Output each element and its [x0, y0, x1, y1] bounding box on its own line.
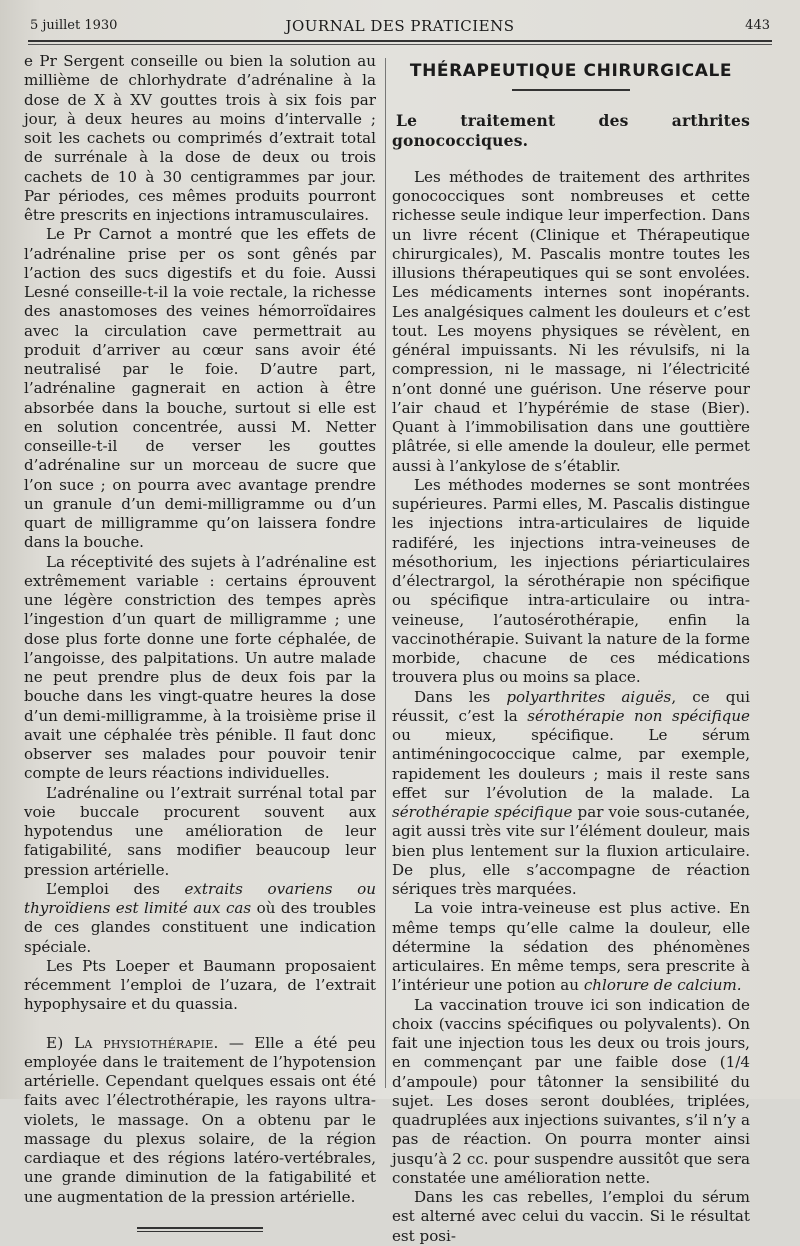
p4-emphasis: chlorure de calcium. — [583, 976, 742, 995]
article-end-rule — [137, 1227, 263, 1232]
left-paragraph-4: L’adrénaline ou l’extrait surrénal total par voie buccale procurent souvent aux hypotendus une amélioration de leur fatigabilité, sans modifier beaucoup leur pression artérielle. — [24, 783, 376, 879]
p3-text-d: par voie sous-cutanée, agit aussi très vite sur l’élément douleur, mais bien plus lentement sur la fluxion articulaire. De plus, elle s’accompagne de réaction sériques très marquées. — [392, 803, 750, 898]
right-paragraph-5: La vaccination trouve ici son indication de choix (vaccins spécifiques ou polyvalents). On fait une injection tous les deux ou trois jours, en commençant par une faible dose (1/4 d’ampoule) pour tâtonner la sensibilité du sujet. Les doses seront doublées, triplées, quadruplées aux injections suivantes, s’il n’y a pas de réaction. On pourra monter ainsi jusqu’à 2 cc. pour suspendre aussitôt que sera constatée une amélioration nette. — [392, 995, 750, 1187]
left-paragraph-7 — [24, 1034, 376, 1207]
right-column — [392, 52, 750, 1246]
header-journal-title: JOURNAL DES PRATICIENS — [285, 17, 515, 35]
left-paragraph-6: Les Pts Loeper et Baumann proposaient récemment l’emploi de l’uzara, de l’extrait hypophysaire et du quassia. — [24, 956, 376, 1014]
left-column — [24, 52, 376, 1232]
header-page-number: 443 — [745, 18, 770, 33]
physiotherapy-heading: E) La physiothérapie. — [46, 1033, 219, 1052]
right-paragraph-4 — [392, 899, 750, 995]
p5-emphasis: extraits ovariens ou thyroïdiens est limité aux cas — [24, 879, 376, 917]
p3-emphasis-3: sérothérapie spécifique — [392, 803, 573, 821]
left-paragraph-1: e Pr Sergent conseille ou bien la solution au millième de chlorhydrate d’adrénaline à la dose de X à XV gouttes trois à six fois par jour, à deux heures au moins d’intervalle ; soit les cachets ou comprimés d’extrait total de surrénale à la dose de deux ou trois cachets de 10 à 30 centigrammes par jour. Par périodes, ces mêmes produits pourront être prescrits en injections intramusculaires. — [24, 52, 376, 224]
left-paragraph-2: Le Pr Carnot a montré que les effets de l’adrénaline prise per os sont gênés par l’action des sucs digestifs et du foie. Aussi Lesné conseille-t-il la voie rectale, la richesse des anastomoses des veines hémorroïdaires avec la circulation cave permettrait au produit d’arriver au cœur sans avoir été neutralisé par le foie. D’autre part, l’adrénaline gagnerait en action à être absorbée dans la bouche, surtout si elle est en solution concentrée, aussi M. Netter conseille-t-il de verser les gouttes d’adrénaline sur un morceau de sucre que l’on suce ; on pourra avec avantage prendre un granule d’un demi-milligramme ou d’un quart de milligramme qu’on laissera fondre dans la bouche. — [24, 225, 376, 552]
right-paragraph-2: Les méthodes modernes se sont montrées supérieures. Parmi elles, M. Pascalis distingue les injections intra-articulaires de liquide radiféré, les injections intra-veineuses de mésothorium, les injections périarticulaires d’électrargol, la sérothérapie non spécifique ou spécifique intra-articulaire ou intra-veineuse, l’autosérothérapie, enfin la vaccinothérapie. Suivant la nature de la forme morbide, chacune de ces médications trouvera plus ou moins sa place. — [392, 475, 750, 687]
left-paragraph-5 — [24, 880, 376, 957]
p3-emphasis-1: polyarthrites aiguës — [506, 687, 672, 706]
header-date: 5 juillet 1930 — [30, 18, 118, 33]
p3-text-c: ou mieux, spécifique. Le sérum antiméningococcique calme, par exemple, rapidement les douleurs ; mais il reste sans effet sur l’évolution de la malade. La — [392, 726, 750, 802]
p3-text-a: Dans les — [414, 687, 507, 706]
column-divider — [385, 58, 386, 1088]
p3-emphasis-2: sérothérapie non spécifique — [527, 706, 750, 725]
p5-text-post: où des troubles de ces glandes constituent une indication spéciale. — [24, 899, 376, 956]
right-paragraph-3 — [392, 688, 750, 900]
p5-text-pre: L’emploi des — [46, 879, 185, 898]
article-title: Le traitement des arthrites gonococciques. — [392, 111, 750, 150]
right-paragraph-1: Les méthodes de traitement des arthrites gonococciques sont nombreuses et cette richesse seule indique leur imperfection. Dans un livre récent (Clinique et Thérapeutique chirurgicales), M. Pascalis montre toutes les illusions thérapeutiques qui se sont envolées. Les médicaments internes sont inopérants. Les analgésiques calment les douleurs et c’est tout. Les moyens physiques se révèlent, en général impuissants. Ni les révulsifs, ni la compression, ni le massage, ni l’électricité n’ont donné une guérison. Une réserve pour l’air chaud et l’hypérémie de stase (Bier). Quant à l’immobilisation dans une gouttière plâtrée, si elle amende la douleur, elle permet aussi à l’ankylose de s’établir. — [392, 167, 750, 475]
left-paragraph-3: La réceptivité des sujets à l’adrénaline est extrêmement variable : certains éprouvent une légère constriction des tempes après l’ingestion d’un quart de milligramme ; une dose plus forte donne une forte céphalée, de l’angoisse, des palpitations. Un autre malade ne peut prendre plus de deux fois par la bouche dans les vingt-quatre heures la dose d’un demi-milligramme, à la troisième prise il avait une céphalée très pénible. Il faut donc observer ses malades pour pouvoir tenir compte de leurs réactions individuelles. — [24, 552, 376, 783]
p4-text: La voie intra-veineuse est plus active. En même temps qu’elle calme la douleur, elle détermine la sédation des phénomènes articulaires. En même temps, sera prescrite à l’intérieur une potion au — [392, 899, 750, 995]
running-header — [30, 16, 770, 38]
header-rule — [28, 40, 772, 45]
section-title: THÉRAPEUTIQUE CHIRURGICALE — [409, 61, 733, 81]
physiotherapy-text: — Elle a été peu employée dans le traitement de l’hypotension artérielle. Cependant quelques essais ont été faits avec l’électrothérapie, les rayons ultra-violets, le massage. On a obtenu par le massage du plexus solaire, de la région cardiaque et des régions latéro-vertébrales, une grande diminution de la fatigabilité et une augmentation de la pression artérielle. — [24, 1033, 376, 1206]
p3-text-b: , ce qui réussit, c’est la — [392, 687, 751, 725]
right-paragraph-6: Dans les cas rebelles, l’emploi du sérum est alterné avec celui du vaccin. Si le résultat est posi- — [392, 1188, 750, 1245]
section-rule — [512, 89, 630, 91]
